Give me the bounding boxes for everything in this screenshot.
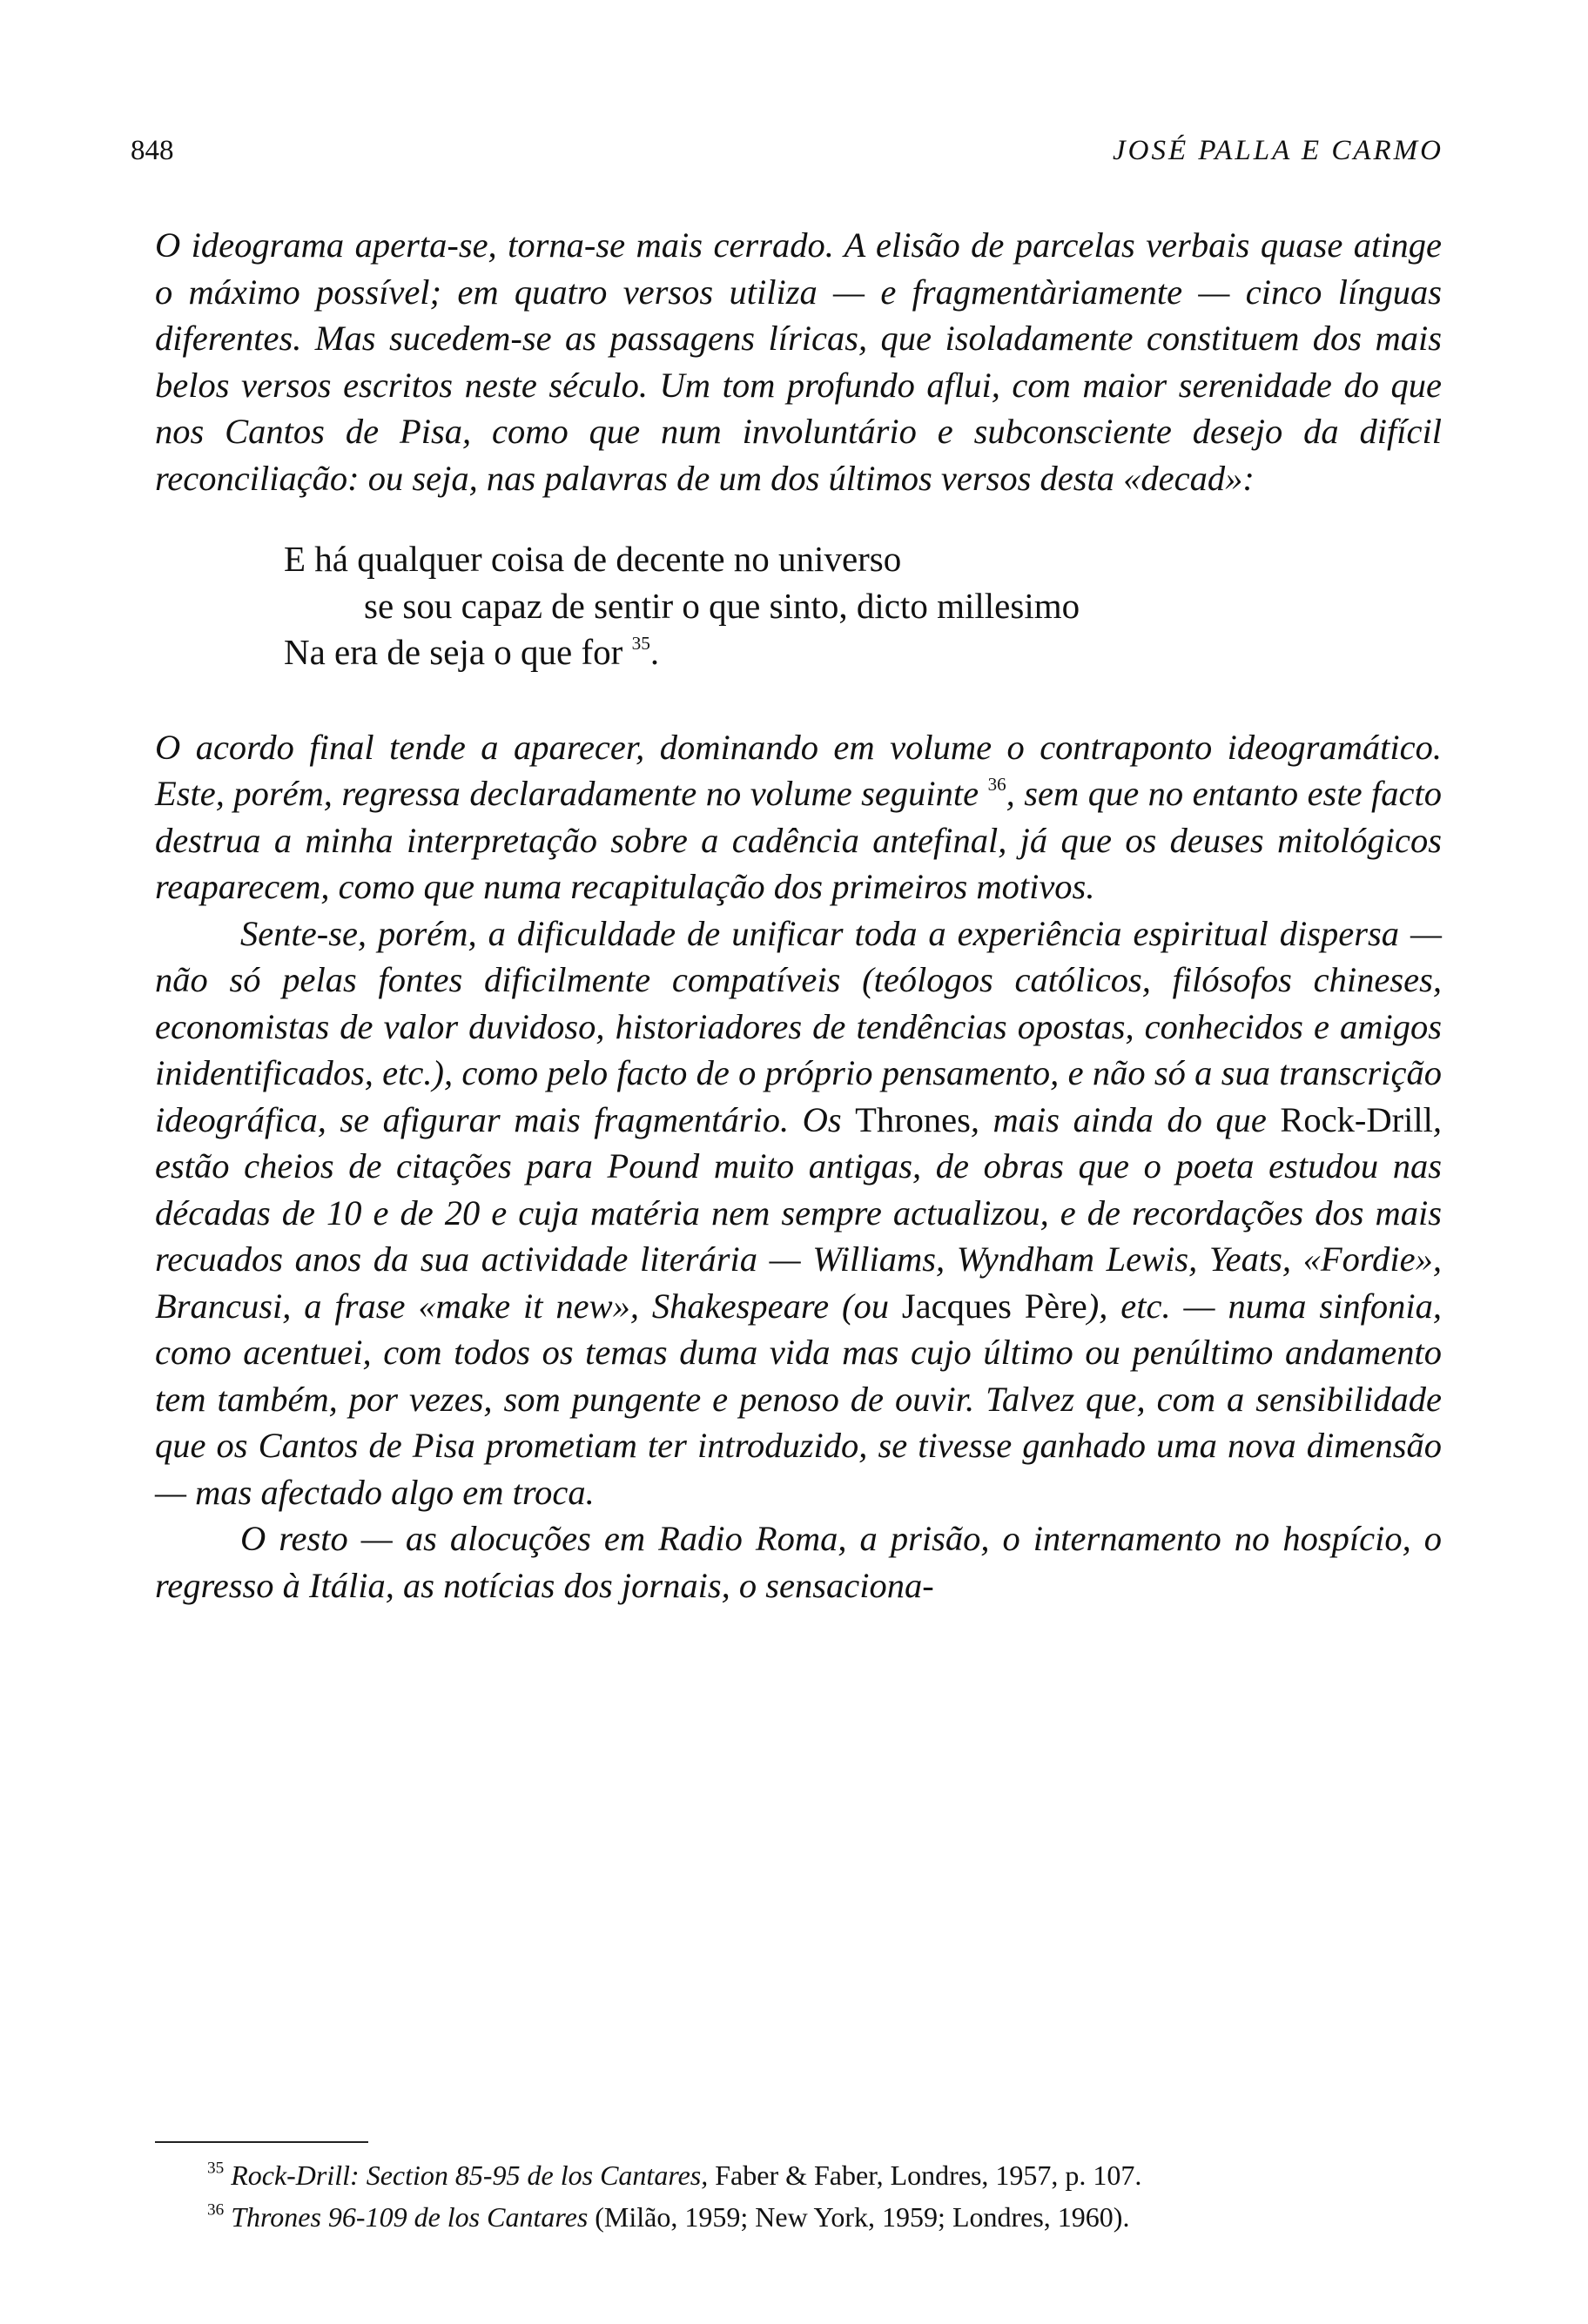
footnote-number: 36: [207, 2200, 225, 2220]
paragraph-2-b: , sem que no entanto este facto destrua a minha interpretação sobre a cadência antefinal, já que os deuses mitológicos reaparecem, como que numa recapitulação dos primeiros motivos.: [155, 774, 1443, 906]
footnote-ref-35: 35: [631, 632, 650, 654]
footnote-ref-36: 36: [987, 774, 1006, 796]
title-rock-drill: Rock-Drill: [1280, 1099, 1433, 1139]
paragraph-2-a: O acordo final tende a aparecer, dominando em volume o contraponto ideogramático. Este, porém, regressa declaradamente no volume seguinte: [155, 727, 1442, 813]
verse-line-3-end: .: [649, 632, 660, 672]
paragraph-3: [155, 910, 1442, 1516]
verse-line-3: [284, 629, 1442, 676]
footnote-title: Thrones 96-109 de los Cantares: [231, 2201, 589, 2233]
paragraph-1: O ideograma aperta-se, torna-se mais cerrado. A elisão de parcelas verbais quase atinge o máximo possível; em quatro versos utiliza — e fragmentàriamente — cinco línguas diferentes. Mas sucedem-se as passagens líricas, que isoladamente constituem dos mais belos versos escritos neste século. Um tom profundo aflui, com maior serenidade do que nos Cantos de Pisa, como que num involuntário e subconsciente desejo da difícil reconciliação: ou seja, nas palavras de um dos últimos versos desta «decad»:: [155, 225, 1442, 498]
footnote-title: Rock-Drill: Section 85-95 de los Cantares,: [231, 2159, 709, 2191]
verse-line-3-text: Na era de seja o que for: [284, 632, 623, 672]
paragraph-3-c: , estão cheios de citações para Pound muito antigas, de obras que o poeta estudou nas décadas de 10 e de 20 e cuja matéria nem sempre actualizou, e de recordações dos mais recuados anos da sua actividade literária — Williams, Wyndham Lewis, Yeats, «Fordie», Brancusi, a frase «make it new», Shakespeare (ou: [155, 1099, 1442, 1326]
verse-quote: [284, 536, 1442, 676]
footnote-35: [155, 2154, 1442, 2196]
footnote-rule: [155, 2141, 368, 2143]
footnote-text: (Milão, 1959; New York, 1959; Londres, 1960).: [588, 2201, 1130, 2233]
footnote-36: [155, 2196, 1442, 2238]
paragraph-2: [155, 724, 1442, 910]
verse-line-1: E há qualquer coisa de decente no universo: [284, 539, 902, 579]
main-text: [155, 222, 1442, 1609]
running-head: JOSÉ PALLA E CARMO: [1112, 135, 1443, 166]
footnotes: [155, 2154, 1442, 2238]
paragraph-3-a: Sente-se, porém, a dificuldade de unificar toda a experiência espiritual dispersa — não só pelas fontes dificilmente compatíveis (teólogos católicos, filósofos chineses, economistas de valor duvidoso, historiadores de tendências opostas, conhecidos e amigos inidentificados, etc.), como pelo facto de o próprio pensamento, e não só a sua transcrição ideográfica, se afigurar mais fragmentário. Os: [155, 913, 1442, 1139]
title-jacques-pere: Jacques Père: [901, 1286, 1087, 1326]
page-header: [131, 135, 1443, 167]
paragraph-3-b: , mais ainda do que: [970, 1099, 1281, 1139]
verse-line-2: se sou capaz de sentir o que sinto, dicto millesimo: [364, 585, 1080, 626]
paragraph-4: O resto — as alocuções em Radio Roma, a prisão, o internamento no hospício, o regresso à Itália, as notícias dos jornais, o sensaciona-: [155, 1519, 1442, 1605]
page-number: 848: [131, 135, 174, 166]
title-thrones: Thrones: [855, 1099, 971, 1139]
footnote-text: Faber & Faber, Londres, 1957, p. 107.: [708, 2159, 1142, 2191]
paragraph-3-d: ), etc. — numa sinfonia, como acentuei, com todos os temas duma vida mas cujo último ou penúltimo andamento tem também, por vezes, som pungente e penoso de ouvir. Talvez que, com a sensibilidade que os Cantos de Pisa prometiam ter introduzido, se tivesse ganhado uma nova dimensão — mas afectado algo em troca.: [155, 1286, 1443, 1512]
footnote-number: 35: [207, 2159, 225, 2178]
